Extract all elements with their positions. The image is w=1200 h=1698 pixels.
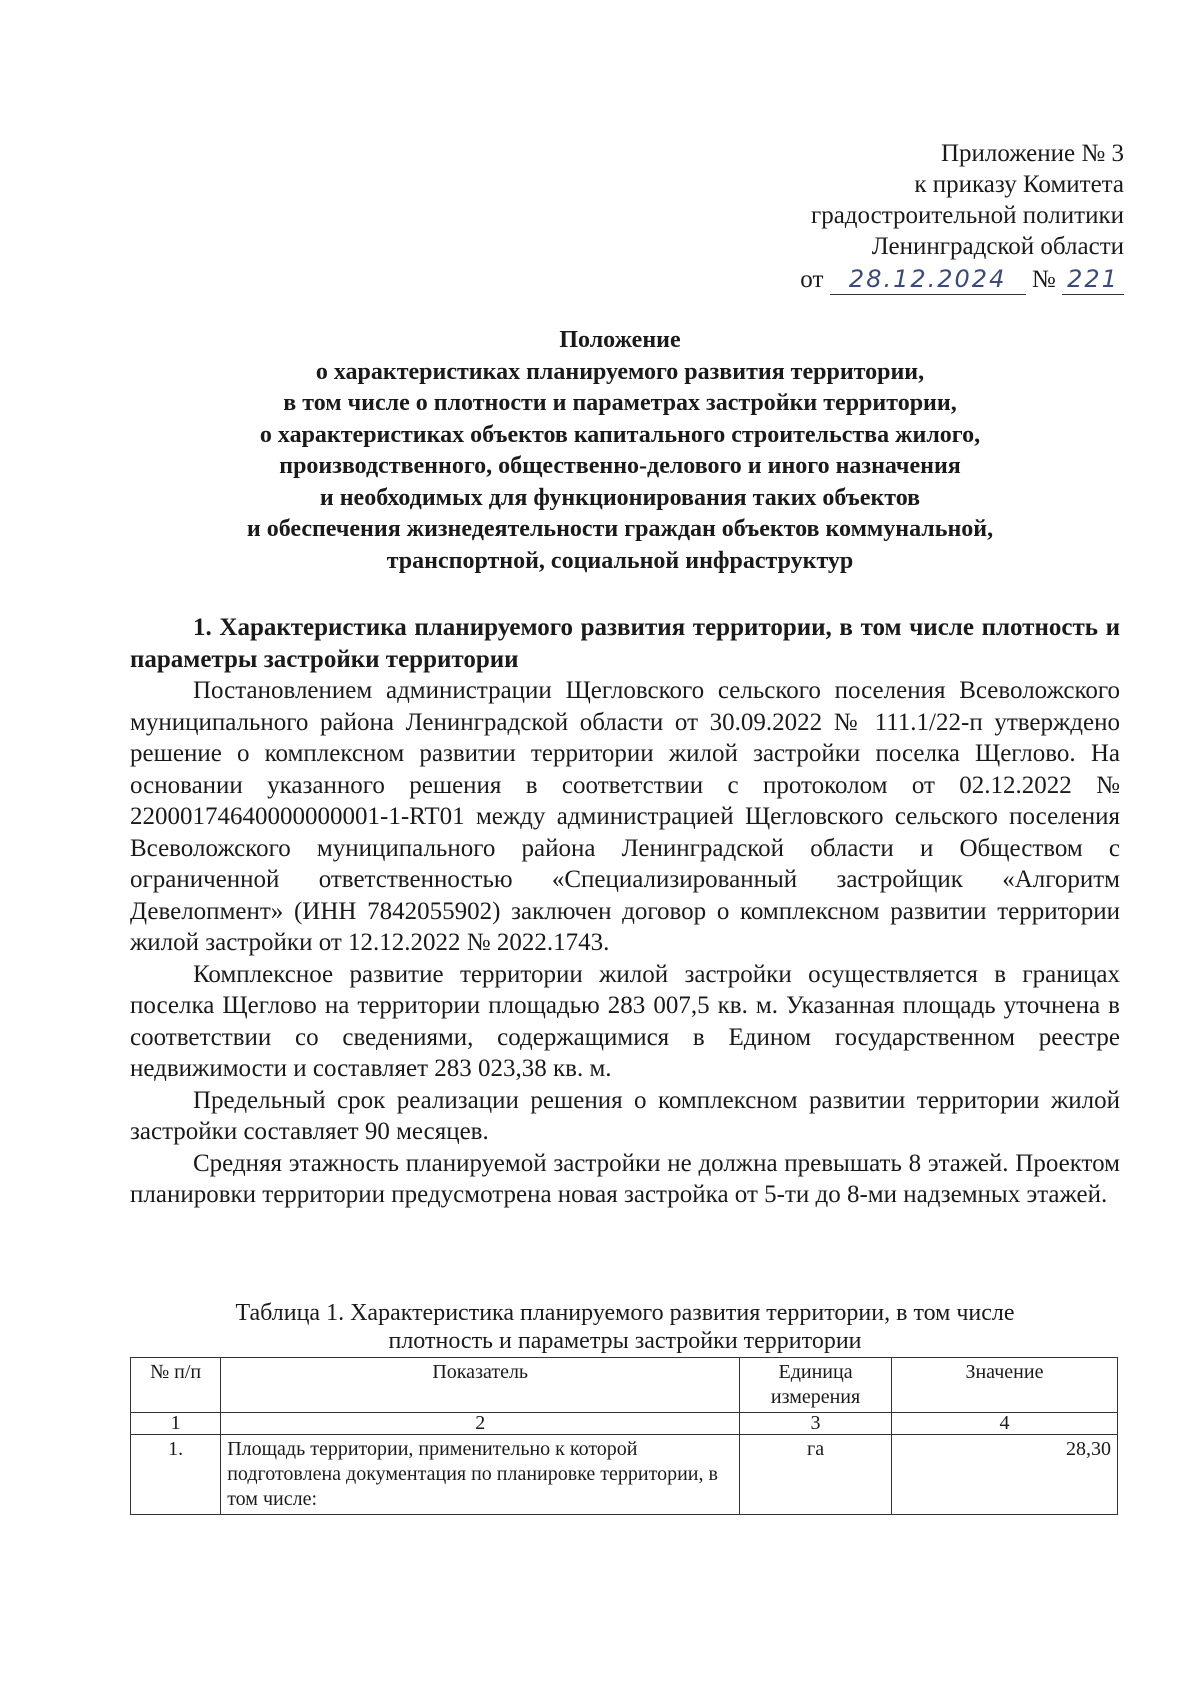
paragraph-deadline: Предельный срок реализации решения о комплексном развитии территории жилой застройки составляет 90 месяцев. [130,1086,1120,1145]
number-value: 221 [1067,265,1119,293]
title-line-4: о характеристиках объектов капитального строительства жилого, [259,421,981,448]
date-value: 28.12.2024 [848,265,1007,293]
appendix-date-number [800,264,1124,295]
appendix-order-ref: к приказу Комитета [914,171,1124,198]
title-line-5: производственного, общественно-делового и иного назначения [279,453,961,479]
title-line-7: и обеспечения жизнедеятельности граждан объектов коммунальной, [246,516,994,542]
column-number: 1 [131,1413,221,1435]
paragraph-area: Комплексное развитие территории жилой застройки осуществляется в границах поселка Щеглово на территории площадью 283 007,5 кв. м. Указанная площадь уточнена в соответствии со сведениями, содержащимися в Едином государственном реестре недвижимости и составляет 283 023,38 кв. м. [130,960,1120,1082]
date-prefix: от [800,266,824,293]
paragraph-resolution: Постановлением администрации Щегловского сельского поселения Всеволожского муниципального района Ленинградской области от 30.09.2022 № 111.1/22-п утверждено решение о комплексном развитии территории жилой застройки поселка Щеглово. На основании указанного решения в соответствии с протоколом от 02.12.2022 № 22000174640000000001-1-RT01 между администрацией Щегловского сельского поселения Всеволожского муниципального района Ленинградской области и Обществом с ограниченной ответственностью «Специализированный застройщик «Алгоритм Девелопмент» (ИНН 7842055902) заключен договор о комплексном развитии территории жилой застройки от 12.12.2022 № 2022.1743. [130,677,1120,956]
document-title [130,325,1110,577]
header-indicator: Показатель [221,1358,740,1413]
table-1 [130,1357,1118,1515]
table-caption-line-1: Таблица 1. Характеристика планируемого развития территории, в том числе [235,1300,1015,1326]
section-1-heading: 1. Характеристика планируемого развития территории, в том числе плотность и параметры застройки территории [130,614,1120,673]
table-header-row [131,1358,1118,1413]
title-line-3: в том числе о плотности и параметрах застройки территории, [283,390,957,416]
title-line-6: и необходимых для функционирования таких объектов [319,484,921,511]
date-field [830,265,1026,295]
column-number: 4 [891,1413,1117,1435]
appendix-committee: градостроительной политики [810,202,1124,229]
table-row [131,1435,1118,1515]
number-field [1062,265,1124,295]
column-number: 3 [740,1413,892,1435]
row-unit: га [740,1435,892,1515]
section-1 [130,612,1120,1211]
number-prefix: № [1031,266,1056,293]
paragraph-floors: Средняя этажность планируемой застройки не должна превышать 8 этажей. Проектом планировки территории предусмотрена новая застройка от 5-ти до 8-ми надземных этажей. [130,1149,1120,1208]
appendix-region: Ленинградской области [871,233,1124,260]
row-value: 28,30 [891,1435,1117,1515]
header-num: № п/п [131,1358,221,1413]
header-value: Значение [891,1358,1117,1413]
row-indicator: Площадь территории, применительно к которой подготовлена документация по планировке территории, в том числе: [221,1435,740,1515]
row-num: 1. [131,1435,221,1515]
column-number-row [131,1413,1118,1435]
header-unit: Единица измерения [740,1358,892,1413]
table-caption-line-2: плотность и параметры застройки территории [388,1328,862,1354]
table-1-caption [130,1299,1120,1355]
title-line-2: о характеристиках планируемого развития территории, [315,358,925,385]
column-number: 2 [221,1413,740,1435]
title-line-8: транспортной, социальной инфраструктур [386,547,854,574]
appendix-header [800,138,1124,295]
title-line-1: Положение [559,327,681,353]
appendix-title: Приложение № 3 [940,140,1124,167]
